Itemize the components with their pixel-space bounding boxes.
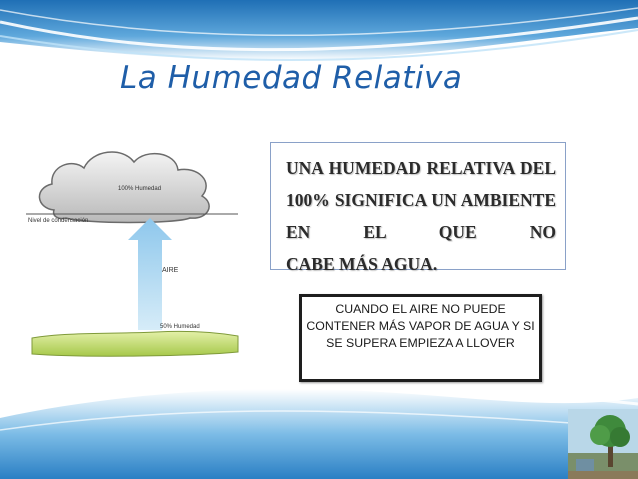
definition-box — [270, 142, 566, 274]
definition-text: UNA HUMEDAD RELATIVA DEL 100% SIGNIFICA UN AMBIENTE EN EL QUE NO — [286, 158, 556, 242]
rain-note-text: CUANDO EL AIRE NO PUEDE CONTENER MÁS VAPOR DE AGUA Y SI SE SUPERA EMPIEZA A LLOVER — [306, 302, 535, 350]
condensation-label: Nivel de condensación — [28, 218, 89, 224]
ground-shape — [32, 331, 238, 356]
rain-note-box — [299, 294, 542, 382]
humidity-diagram — [26, 138, 242, 374]
tree-landscape-image — [568, 409, 638, 479]
air-arrow — [128, 218, 172, 330]
cloud-label: 100% Humedad — [118, 186, 162, 192]
slide-title: La Humedad Relativa — [120, 60, 463, 96]
air-label: AIRE — [162, 267, 179, 274]
definition-text-end: CABE MÁS AGUA. — [286, 254, 438, 274]
ground-label: 50% Humedad — [160, 324, 200, 330]
